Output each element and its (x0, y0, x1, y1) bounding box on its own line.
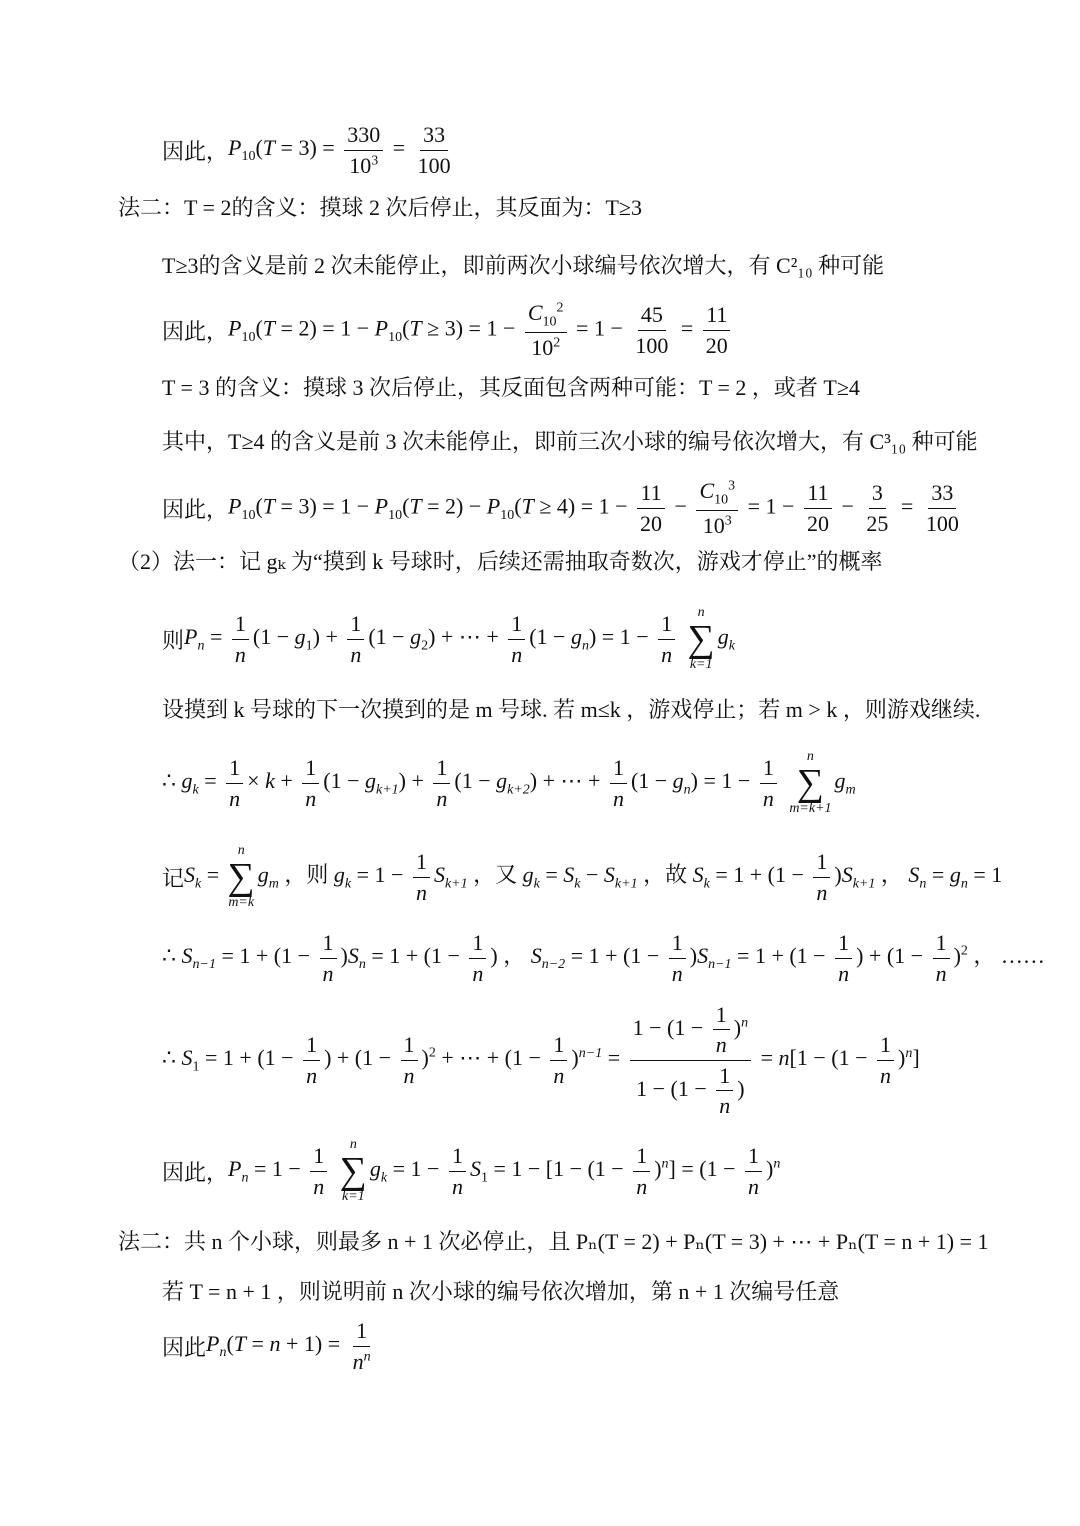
line-prefix: 记 (162, 865, 185, 891)
text: （2）法一：记 gₖ 为“摸到 k 号球时，后续还需抽取奇数次，游戏才停止”的概率 (118, 548, 883, 574)
text: 设摸到 k 号球的下一次摸到的是 m 号球. 若 m≤k ，游戏停止；若 m > k ，则游戏继续. (162, 696, 981, 722)
line-18 (162, 1318, 378, 1374)
line-prefix: 因此 (162, 1334, 207, 1360)
line-7 (162, 477, 966, 539)
equation: $P_n$ = $\frac{1}{n}$ $(1 - g_1)$ + $\frac{1}{n}$ $(1 - g_2)$ + ⋯ + $\frac{1}{n}$ $(1 - g_n) = 1$ − $\frac{1}{n}$ n ∑ k=1 $g_k$ (184, 605, 735, 672)
equation: $P_n(T = n + 1)$ = $\frac{1}{n^n}$ (206, 1318, 371, 1374)
line-2 (118, 192, 642, 220)
line-8 (118, 546, 883, 574)
text: 若 T = n + 1 ，则说明前 n 次小球的编号依次增加，第 n + 1 次编号任意 (162, 1278, 840, 1304)
text: 法二：共 n 个小球，则最多 n + 1 次必停止，且 Pₙ(T = 2) + Pₙ(T = 3) + ⋯ + Pₙ(T = n + 1) = 1 (118, 1228, 989, 1254)
line-15 (162, 1136, 780, 1206)
text: T = 3 的含义：摸球 3 次后停止，其反面包含两种可能：T = 2 ，或者 T≥4 (162, 374, 860, 400)
line-14 (162, 1001, 920, 1118)
line-prefix: 因此， (162, 496, 229, 522)
equation: $P_{10}(T = 3)$ = $\frac{330}{10^3}$ = $\frac{33}{100}$ (228, 122, 451, 178)
line-4 (162, 299, 735, 361)
equation: ∴ $S_{n-1} = 1 + (1$ − $\frac{1}{n}$ )$S_n = 1 + (1$ − $\frac{1}{n}$ ) ， $S_{n-2} = 1 + (1$ − $\frac{1}{n}$ )$S_{n-1} = 1 + (1$ − $\frac{1}{n}$ ) + (1 − $\frac{1}{n}$ )$^2$ ， …… (162, 930, 1045, 986)
line-16 (118, 1226, 989, 1254)
equation: $P_{10}(T = 2) = 1 - P_{10}(T \ge 3) = 1$ − $\frac{C_{10}^2}{10^2}$ = 1 − $\frac{45}{100}$ = $\frac{11}{20}$ (228, 300, 735, 361)
line-prefix: 因此， (162, 1159, 229, 1185)
text: T≥3的含义是前 2 次未能停止，即前两次小球编号依次增大，有 C²₁₀ 种可能 (162, 252, 885, 278)
line-11 (162, 748, 856, 818)
line-5 (162, 372, 860, 400)
line-6 (162, 426, 978, 454)
equation: ∴ $S_1 = 1 + (1$ − $\frac{1}{n}$ ) + (1 − $\frac{1}{n}$ )$^2$ + ⋯ + (1 − $\frac{1}{n}$ )$^{n-1}$ = 1 − (1 − $\frac{1}{n}$ )$^n$ 1 − (1 − $\frac{1}{n}$ ) = n[1 − (1 − $\frac{1}{n}$ )$^n$] (162, 1001, 920, 1118)
equation: $P_{10}(T = 3) = 1 - P_{10}(T = 2) - P_{10}(T \ge 4) = 1$ − $\frac{11}{20}$ − $\frac{C_{10}^3}{10^3}$ = 1 − $\frac{11}{20}$ − $\frac{3}{25}$ = $\frac{33}{100}$ (228, 477, 959, 539)
line-prefix: 因此， (162, 138, 229, 164)
line-13 (162, 930, 1045, 986)
line-17 (162, 1276, 839, 1304)
equation: $P_n = 1$ − $\frac{1}{n}$ n ∑ k=1 $g_k = 1$ − $\frac{1}{n}$ $S_1 = 1 - [1 - (1$ − $\frac{1}{n}$ )$^n$] = (1 − $\frac{1}{n}$ )$^n$ (228, 1137, 781, 1204)
text: 其中，T≥4 的含义是前 3 次未能停止，即前三次小球的编号依次增大，有 C³₁₀ 种可能 (162, 428, 978, 454)
text: 法二：T = 2的含义：摸球 2 次后停止，其反面为：T≥3 (118, 194, 642, 220)
math-src (0, 0, 1, 1)
line-prefix: 则 (162, 627, 185, 653)
line-3 (162, 250, 884, 278)
line-12 (162, 842, 1002, 912)
line-1 (162, 122, 458, 178)
equation: $S_k$ = n ∑ m=k $g_m$ ，则 $g_k = 1$ − $\frac{1}{n}$ $S_{k+1}$ ，又 $g_k = S_k - S_{k+1}$ ，故 $S_k = 1 + (1$ − $\frac{1}{n}$ )$S_{k+1}$ ， $S_n = g_n = 1$ (184, 843, 1003, 910)
line-prefix: 因此， (162, 318, 229, 344)
equation: ∴ $g_k$ = $\frac{1}{n}$ × k + $\frac{1}{n}$ $(1 - g_{k+1})$ + $\frac{1}{n}$ $(1 - g_{k+2})$ + ⋯ + $\frac{1}{n}$ $(1 - g_n) = 1$ − $\frac{1}{n}$ n ∑ m=k+1 $g_m$ (162, 749, 856, 816)
line-9 (162, 604, 735, 674)
line-10 (162, 694, 980, 722)
